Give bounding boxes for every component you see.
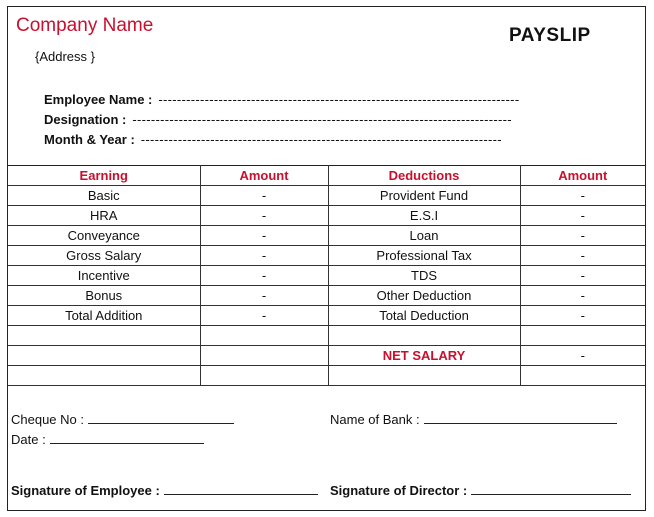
date-row	[11, 431, 204, 447]
table-cell: -	[520, 286, 645, 306]
designation-row	[44, 112, 512, 127]
bank-label: Name of Bank :	[330, 412, 420, 427]
table-cell: -	[520, 346, 645, 366]
designation-label: Designation :	[44, 112, 127, 127]
table-row	[8, 326, 645, 346]
employee-signature-row	[11, 482, 318, 498]
table-cell: TDS	[328, 266, 520, 286]
table-cell: -	[200, 186, 328, 206]
salary-table	[8, 165, 645, 386]
table-cell: -	[200, 246, 328, 266]
table-cell	[200, 326, 328, 346]
table-cell: -	[520, 306, 645, 326]
date-label: Date :	[11, 432, 46, 447]
company-address: {Address }	[35, 49, 95, 64]
table-cell: -	[520, 266, 645, 286]
bank-row	[330, 411, 617, 427]
table-row	[8, 226, 645, 246]
bank-line[interactable]	[424, 411, 617, 424]
table-cell	[8, 366, 200, 386]
table-cell: Professional Tax	[328, 246, 520, 266]
table-cell: Gross Salary	[8, 246, 200, 266]
employee-signature-label: Signature of Employee :	[11, 483, 160, 498]
director-signature-line[interactable]	[471, 482, 631, 495]
cheque-row	[11, 411, 234, 427]
document-title: PAYSLIP	[509, 25, 591, 46]
table-cell	[200, 346, 328, 366]
table-cell: HRA	[8, 206, 200, 226]
director-signature-label: Signature of Director :	[330, 483, 468, 498]
table-cell: -	[200, 286, 328, 306]
director-signature-row	[330, 482, 631, 498]
table-cell: Total Deduction	[328, 306, 520, 326]
company-name: Company Name	[16, 15, 154, 36]
table-cell: -	[520, 226, 645, 246]
employee-name-value: ------------------------------------------------------------------------------	[158, 92, 520, 107]
table-cell	[8, 346, 200, 366]
table-row	[8, 286, 645, 306]
table-cell: Loan	[328, 226, 520, 246]
month-year-value: ------------------------------------------------------------------------------	[140, 132, 502, 147]
table-cell: Total Addition	[8, 306, 200, 326]
table-cell: NET SALARY	[328, 346, 520, 366]
header-earning: Earning	[8, 166, 200, 186]
employee-name-label: Employee Name :	[44, 92, 153, 107]
table-row	[8, 266, 645, 286]
table-cell: -	[200, 306, 328, 326]
employee-name-row	[44, 92, 519, 107]
designation-value: ----------------------------------------------------------------------------------	[132, 112, 512, 127]
table-cell: -	[200, 266, 328, 286]
table-cell	[328, 326, 520, 346]
table-cell: -	[520, 206, 645, 226]
table-row	[8, 366, 645, 386]
month-year-row	[44, 132, 502, 147]
table-cell: -	[520, 246, 645, 266]
month-year-label: Month & Year :	[44, 132, 135, 147]
table-row	[8, 346, 645, 366]
table-cell	[520, 366, 645, 386]
date-line[interactable]	[50, 431, 204, 444]
table-cell	[8, 326, 200, 346]
table-cell: Provident Fund	[328, 186, 520, 206]
table-cell	[520, 326, 645, 346]
table-cell: -	[200, 226, 328, 246]
table-cell: Conveyance	[8, 226, 200, 246]
header-deductions: Deductions	[328, 166, 520, 186]
cheque-line[interactable]	[88, 411, 234, 424]
table-cell: Bonus	[8, 286, 200, 306]
table-cell	[328, 366, 520, 386]
table-cell: -	[200, 206, 328, 226]
table-row	[8, 246, 645, 266]
table-header-row	[8, 166, 645, 186]
table-row	[8, 186, 645, 206]
table-cell: Other Deduction	[328, 286, 520, 306]
cheque-label: Cheque No :	[11, 412, 84, 427]
table-row	[8, 306, 645, 326]
employee-signature-line[interactable]	[164, 482, 318, 495]
table-cell: Basic	[8, 186, 200, 206]
table-cell: Incentive	[8, 266, 200, 286]
table-row	[8, 206, 645, 226]
header-earning-amount: Amount	[200, 166, 328, 186]
header-deduction-amount: Amount	[520, 166, 645, 186]
table-cell: E.S.I	[328, 206, 520, 226]
table-cell: -	[520, 186, 645, 206]
table-cell	[200, 366, 328, 386]
payslip-sheet	[7, 6, 646, 511]
